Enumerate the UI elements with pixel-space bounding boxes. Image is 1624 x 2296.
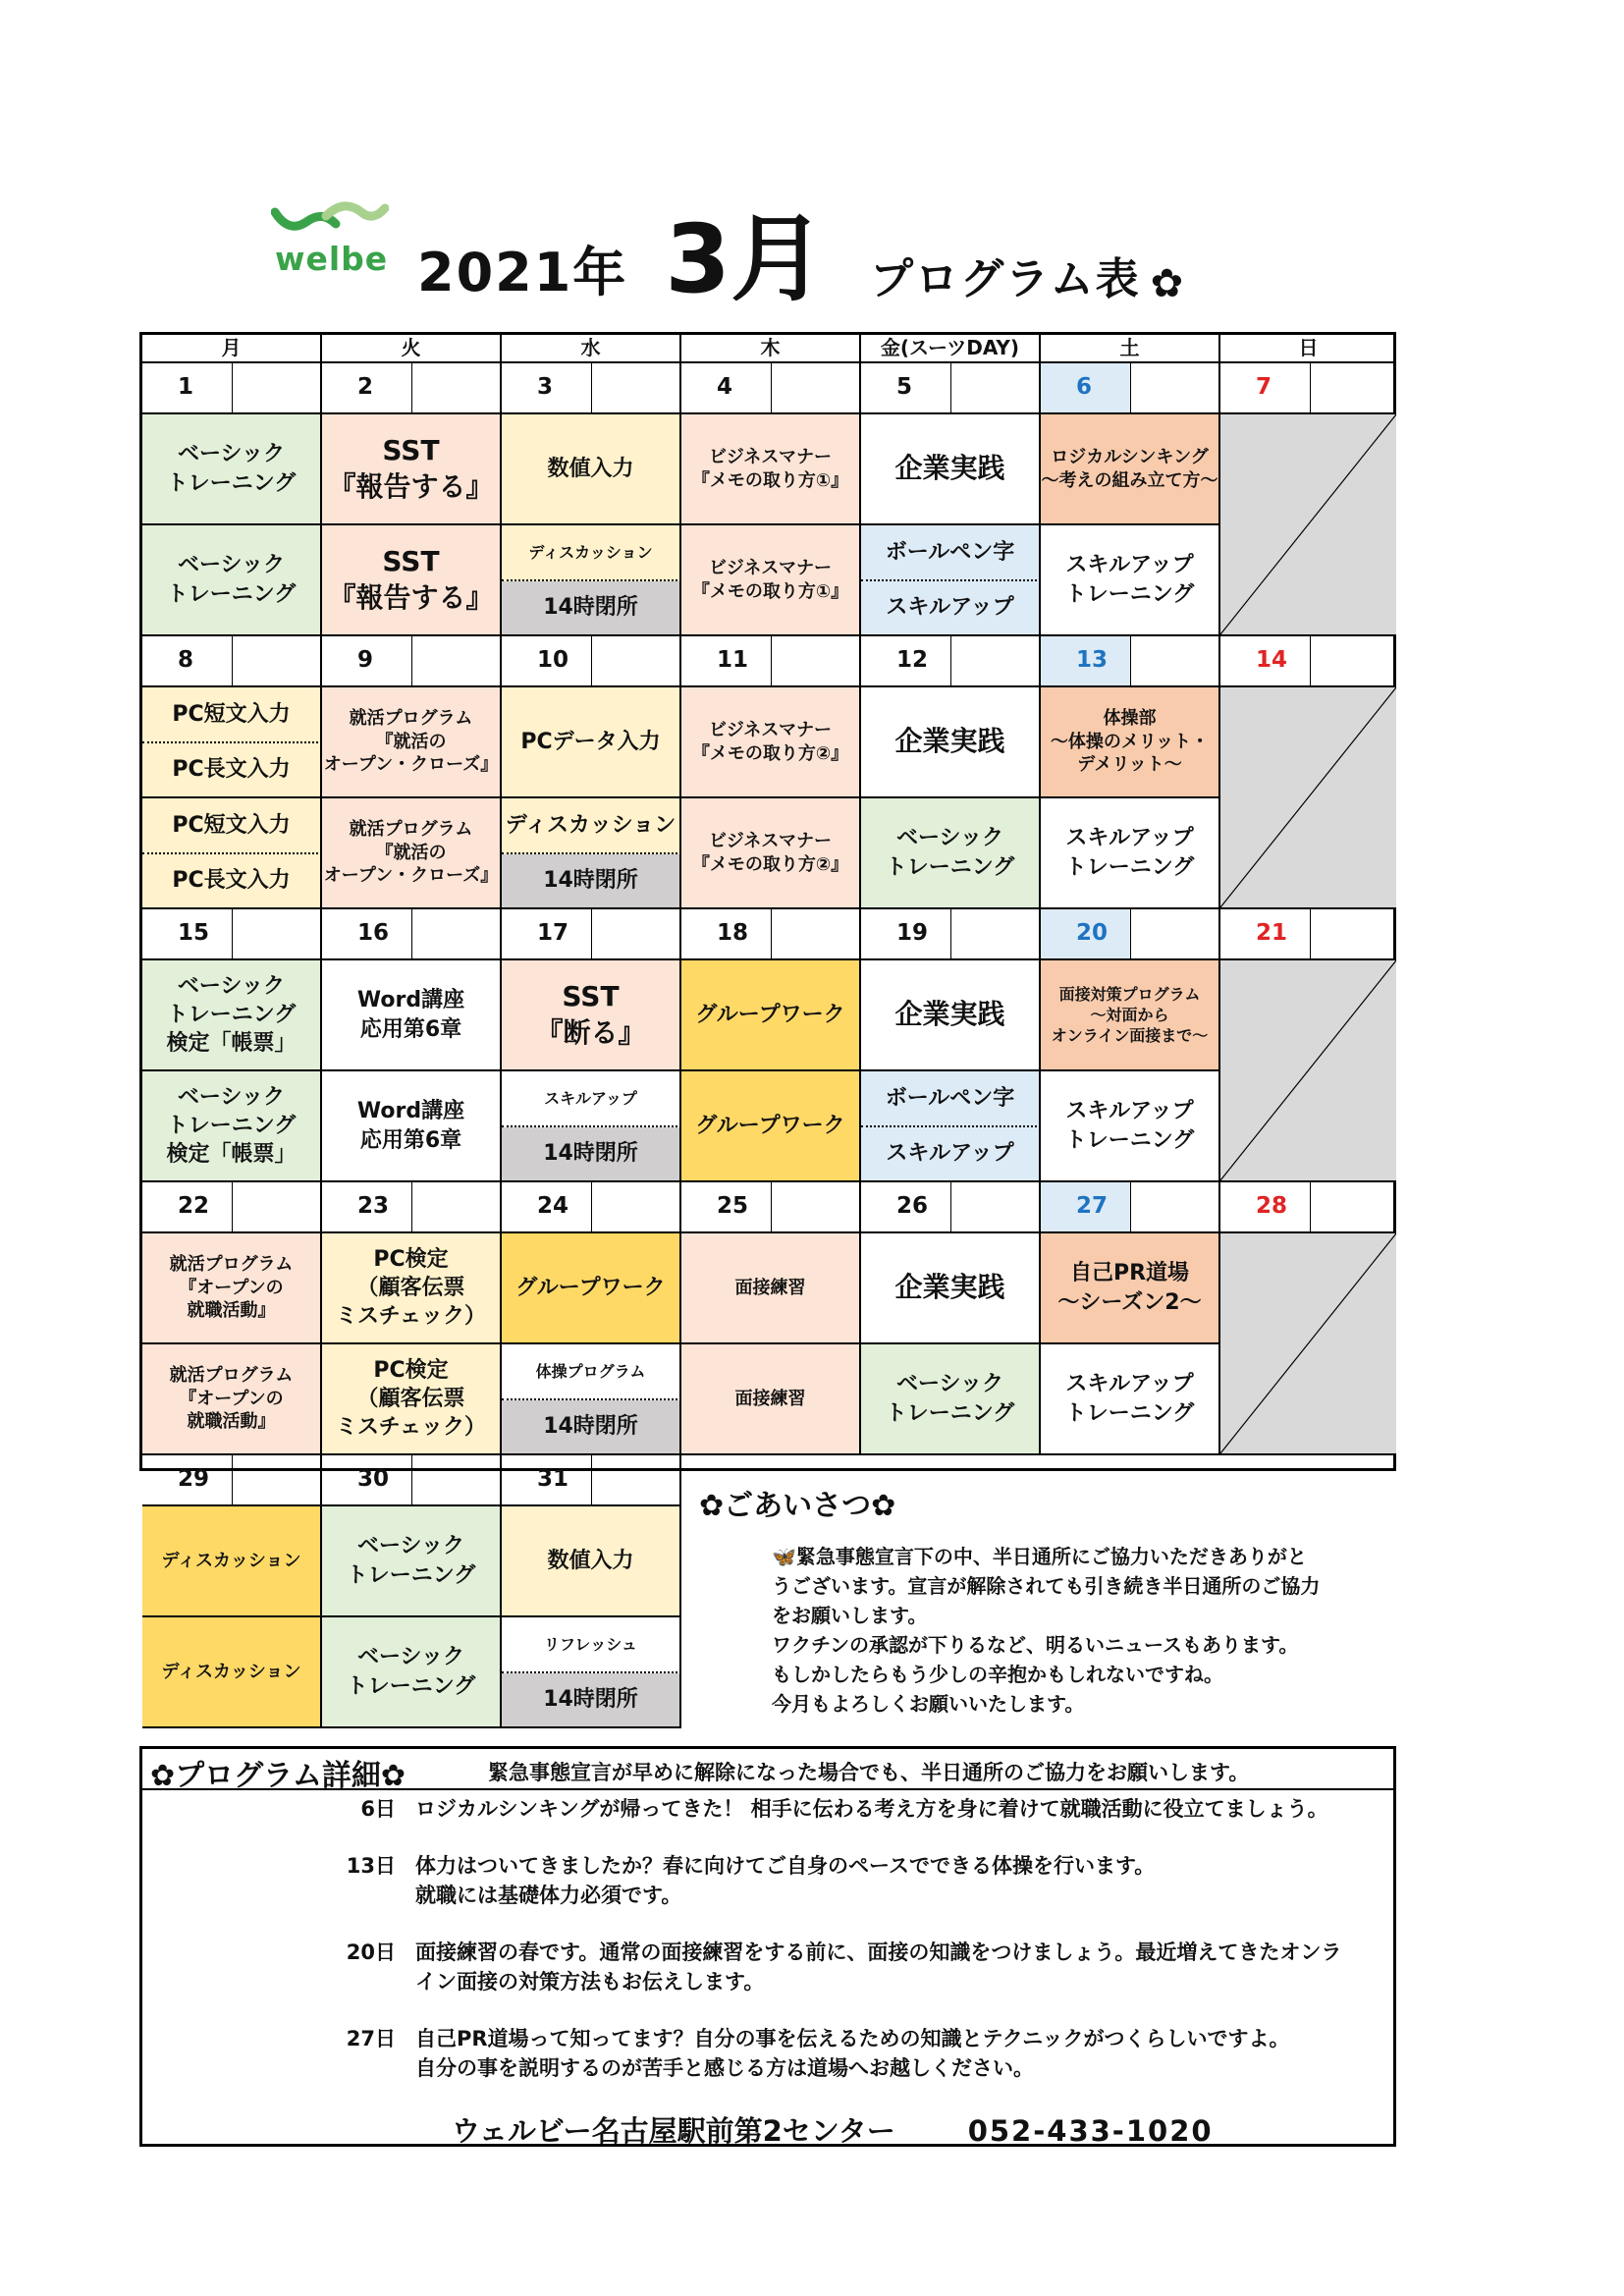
detail-line: 就職には基礎体力必須です。 (415, 1884, 682, 1907)
date-cell (142, 363, 322, 412)
date-cell (1041, 1182, 1220, 1231)
program-slot: スキルアップ トレーニング (1041, 798, 1220, 909)
date-cell (681, 1182, 861, 1231)
date-number: 29 (142, 1455, 233, 1504)
program-slot-bottom: PC長文入力 (142, 854, 322, 909)
program-slot: PCデータ入力 (502, 687, 681, 798)
program-slot: 企業実践 (861, 414, 1041, 525)
greeting-line: 今月もよろしくお願いいたします。 (772, 1692, 1085, 1716)
program-slot: PC検定 （顧客伝票 ミスチェック） (322, 1233, 502, 1344)
program-slot-top: ボールペン字 (861, 525, 1041, 581)
detail-text (415, 2024, 1378, 2083)
greeting-line: をお願いします。 (772, 1604, 928, 1627)
date-cell (322, 363, 502, 412)
detail-day: 6日 (360, 1797, 396, 1821)
program-slot: ベーシック トレーニング (861, 1344, 1041, 1455)
title-year: 2021年 (417, 242, 628, 303)
program-slot: 面接練習 (681, 1344, 861, 1455)
detail-text (415, 1938, 1378, 1996)
greeting-line: 🦋緊急事態宣言下の中、半日通所にご協力いただきありがと (772, 1545, 1307, 1568)
diagonal-line-icon (1220, 687, 1396, 907)
program-slot: スキルアップ トレーニング (1041, 525, 1220, 636)
date-row (142, 1182, 1396, 1233)
program-slot: ディスカッション (142, 1506, 322, 1617)
sunday-closed-cell (1220, 414, 1396, 636)
greeting-body (772, 1542, 1400, 1719)
program-slot: SST 『報告する』 (322, 414, 502, 525)
sunday-closed-cell (1220, 960, 1396, 1182)
program-slot: SST 『断る』 (502, 960, 681, 1071)
detail-line: イン面接の対策方法もお伝えします。 (415, 1970, 765, 1994)
date-cell (142, 1455, 322, 1504)
program-slot: 就活プログラム 『就活の オープン・クローズ』 (322, 798, 502, 909)
date-number: 23 (322, 1182, 412, 1231)
date-cell (1220, 1182, 1396, 1231)
program-slot: ビジネスマナー 『メモの取り方①』 (681, 525, 861, 636)
date-cell (681, 636, 861, 685)
date-number: 16 (322, 909, 412, 958)
date-number: 7 (1220, 363, 1311, 412)
date-cell (502, 1455, 681, 1504)
program-slot-top: ディスカッション (502, 525, 681, 581)
page-title (417, 204, 1184, 314)
sunday-closed-cell (1220, 1233, 1396, 1455)
date-cell (1220, 909, 1396, 958)
program-slot: 面接対策プログラム ～対面から オンライン面接まで～ (1041, 960, 1220, 1071)
program-slot-top: ボールペン字 (861, 1071, 1041, 1127)
program-slot: 面接練習 (681, 1233, 861, 1344)
program-slot: 企業実践 (861, 1233, 1041, 1344)
date-cell (861, 909, 1041, 958)
greeting-line: うございます。宣言が解除されても引き続き半日通所のご協力 (772, 1574, 1321, 1598)
program-slot: グループワーク (681, 1071, 861, 1182)
program-slot-bottom: スキルアップ (861, 581, 1041, 636)
program-slot: 体操部 ～体操のメリット・ デメリット～ (1041, 687, 1220, 798)
date-cell (322, 1182, 502, 1231)
program-slot: グループワーク (502, 1233, 681, 1344)
program-slot: 企業実践 (861, 687, 1041, 798)
weekday-header: 金(スーツDAY) (861, 335, 1041, 363)
date-cell (322, 909, 502, 958)
details-note: 緊急事態宣言が早めに解除になった場合でも、半日通所のご協力をお願いします。 (488, 1761, 1250, 1784)
program-slot: 数値入力 (502, 414, 681, 525)
date-cell (861, 636, 1041, 685)
program-slot-top: スキルアップ (502, 1071, 681, 1127)
date-cell (681, 909, 861, 958)
detail-text (415, 1851, 1378, 1910)
detail-line: 自己PR道場って知ってます？自分の事を伝えるための知識とテクニックがつくらしいですよ。 (415, 2027, 1290, 2050)
weekday-header: 月 (142, 335, 322, 363)
date-row (142, 1455, 681, 1506)
program-slot-bottom: PC長文入力 (142, 743, 322, 798)
date-cell (502, 1182, 681, 1231)
program-slot: ベーシック トレーニング 検定「帳票」 (142, 960, 322, 1071)
program-slot: ベーシック トレーニング 検定「帳票」 (142, 1071, 322, 1182)
greeting-line: ワクチンの承認が下りるなど、明るいニュースもあります。 (772, 1633, 1299, 1657)
program-slot-bottom: 14時閉所 (502, 1400, 681, 1455)
weekday-header: 日 (1220, 335, 1396, 363)
program-slot: Word講座 応用第6章 (322, 960, 502, 1071)
detail-line: 自分の事を説明するのが苦手と感じる方は道場へお越しください。 (415, 2056, 1034, 2080)
date-cell (861, 363, 1041, 412)
flower-icon: ✿ (1150, 261, 1184, 306)
program-slot: スキルアップ トレーニング (1041, 1071, 1220, 1182)
weekday-header: 水 (502, 335, 681, 363)
program-slot: ベーシック トレーニング (861, 798, 1041, 909)
detail-text (415, 1794, 1378, 1824)
program-slot: ビジネスマナー 『メモの取り方①』 (681, 414, 861, 525)
date-cell (861, 1182, 1041, 1231)
program-slot: ベーシック トレーニング (142, 525, 322, 636)
program-slot-top: PC短文入力 (142, 798, 322, 854)
date-number: 14 (1220, 636, 1311, 685)
diagonal-line-icon (1220, 1233, 1396, 1453)
date-number: 12 (861, 636, 951, 685)
detail-line: 面接練習の春です。通常の面接練習をする前に、面接の知識をつけましょう。最近増えてきたオンラ (415, 1941, 1342, 1964)
date-number: 24 (502, 1182, 592, 1231)
program-slot: 企業実践 (861, 960, 1041, 1071)
detail-line: 体力はついてきましたか？春に向けてご自身のペースでできる体操を行います。 (415, 1854, 1156, 1878)
center-name: ウェルビー名古屋駅前第2センター (452, 2114, 895, 2148)
date-cell (142, 636, 322, 685)
date-number: 11 (681, 636, 772, 685)
date-cell (322, 636, 502, 685)
date-number: 17 (502, 909, 592, 958)
program-slot: 就活プログラム 『オープンの 就職活動』 (142, 1344, 322, 1455)
diagonal-line-icon (1220, 414, 1396, 634)
date-number: 19 (861, 909, 951, 958)
program-slot: PC検定 （顧客伝票 ミスチェック） (322, 1344, 502, 1455)
date-number: 30 (322, 1455, 412, 1504)
program-slot: グループワーク (681, 960, 861, 1071)
footer (452, 2109, 1214, 2150)
date-number: 2 (322, 363, 412, 412)
date-number: 6 (1041, 363, 1131, 412)
program-slot: ディスカッション (142, 1617, 322, 1728)
date-number: 9 (322, 636, 412, 685)
program-slot: 数値入力 (502, 1506, 681, 1617)
program-slot-top: リフレッシュ (502, 1617, 681, 1673)
program-slot: 就活プログラム 『就活の オープン・クローズ』 (322, 687, 502, 798)
program-slot-bottom: スキルアップ (861, 1127, 1041, 1182)
sunday-closed-cell (1220, 687, 1396, 909)
date-row (142, 909, 1396, 960)
date-cell (502, 363, 681, 412)
date-number: 18 (681, 909, 772, 958)
date-cell (1041, 909, 1220, 958)
date-number: 4 (681, 363, 772, 412)
program-slot: ロジカルシンキング ～考えの組み立て方～ (1041, 414, 1220, 525)
date-cell (142, 909, 322, 958)
phone-number: 052-433-1020 (967, 2114, 1214, 2148)
detail-day: 20日 (346, 1941, 396, 1964)
program-slot-top: 体操プログラム (502, 1344, 681, 1400)
date-row (142, 363, 1396, 414)
program-slot: SST 『報告する』 (322, 525, 502, 636)
date-number: 10 (502, 636, 592, 685)
program-slot: ビジネスマナー 『メモの取り方②』 (681, 798, 861, 909)
weekday-header: 木 (681, 335, 861, 363)
program-slot: スキルアップ トレーニング (1041, 1344, 1220, 1455)
detail-day: 27日 (346, 2027, 396, 2050)
date-number: 28 (1220, 1182, 1311, 1231)
detail-line: ロジカルシンキングが帰ってきた！ 相手に伝わる考え方を身に着けて就職活動に役立てましょう。 (415, 1797, 1328, 1821)
program-slot-bottom: 14時閉所 (502, 1673, 681, 1728)
program-slot: Word講座 応用第6章 (322, 1071, 502, 1182)
date-cell (1220, 363, 1396, 412)
date-number: 27 (1041, 1182, 1131, 1231)
date-number: 20 (1041, 909, 1131, 958)
logo-text: welbe (275, 240, 389, 278)
program-slot-top: PC短文入力 (142, 687, 322, 743)
weekday-header: 土 (1041, 335, 1220, 363)
date-cell (502, 636, 681, 685)
date-cell (1220, 636, 1396, 685)
date-number: 31 (502, 1455, 592, 1504)
program-slot: ベーシック トレーニング (142, 414, 322, 525)
date-cell (1041, 636, 1220, 685)
program-slot-top: ディスカッション (502, 798, 681, 854)
greeting-line: もしかしたらもう少しの辛抱かもしれないですね。 (772, 1663, 1223, 1686)
date-cell (502, 909, 681, 958)
details-header (142, 1749, 1393, 1793)
program-slot-bottom: 14時閉所 (502, 1127, 681, 1182)
title-label: プログラム表 (870, 254, 1141, 304)
date-number: 15 (142, 909, 233, 958)
date-cell (322, 1455, 502, 1504)
date-row (142, 636, 1396, 687)
program-slot: ビジネスマナー 『メモの取り方②』 (681, 687, 861, 798)
date-number: 21 (1220, 909, 1311, 958)
details-title: ✿プログラム詳細✿ (150, 1759, 406, 1793)
date-cell (142, 1182, 322, 1231)
greeting-title: ✿ごあいさつ✿ (699, 1489, 896, 1523)
date-number: 22 (142, 1182, 233, 1231)
date-number: 1 (142, 363, 233, 412)
program-slot: ベーシック トレーニング (322, 1617, 502, 1728)
date-number: 8 (142, 636, 233, 685)
program-slot-bottom: 14時閉所 (502, 854, 681, 909)
program-slot: 自己PR道場 ～シーズン2～ (1041, 1233, 1220, 1344)
program-slot: ベーシック トレーニング (322, 1506, 502, 1617)
weekday-header: 火 (322, 335, 502, 363)
program-details (139, 1746, 1396, 2147)
date-number: 3 (502, 363, 592, 412)
title-month: 3月 (665, 204, 826, 314)
date-number: 13 (1041, 636, 1131, 685)
program-slot-bottom: 14時閉所 (502, 581, 681, 636)
date-cell (681, 363, 861, 412)
diagonal-line-icon (1220, 960, 1396, 1180)
date-number: 25 (681, 1182, 772, 1231)
detail-day: 13日 (346, 1854, 396, 1878)
program-slot: 就活プログラム 『オープンの 就職活動』 (142, 1233, 322, 1344)
date-number: 5 (861, 363, 951, 412)
date-number: 26 (861, 1182, 951, 1231)
date-cell (1041, 363, 1220, 412)
